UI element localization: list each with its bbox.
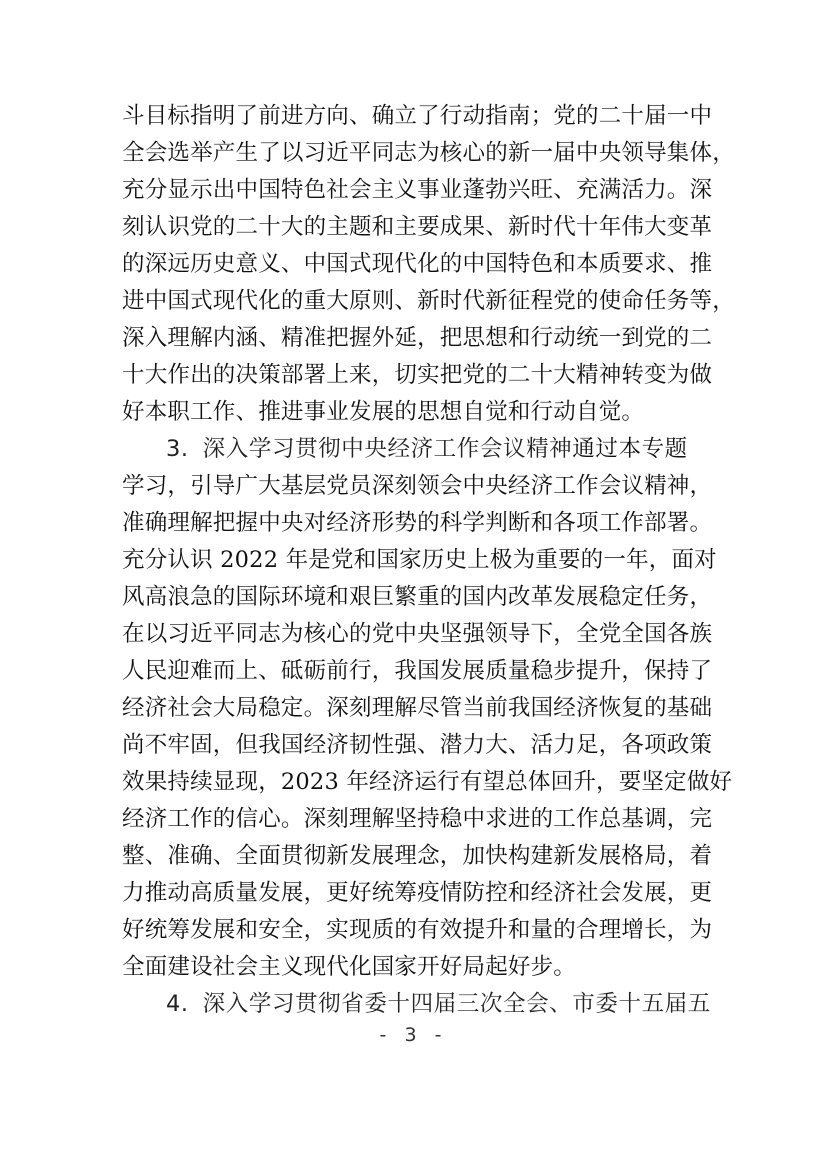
section-number: 3. [166, 436, 189, 462]
body-text-line: 整、准确、全面贯彻新发展理念，加快构建新发展格局，着 [122, 843, 713, 869]
body-text-line: 效果持续显现，2023 年经济运行有望总体回升，要坚定做好 [122, 769, 733, 795]
body-text-line: 刻认识党的二十大的主题和主要成果、新时代十年伟大变革 [122, 214, 713, 240]
body-text-line: 学习，引导广大基层党员深刻领会中央经济工作会议精神， [122, 473, 713, 499]
page-number: - 3 - [379, 1024, 448, 1046]
body-text-line: 充分认识 2022 年是党和国家历史上极为重要的一年，面对 [122, 547, 717, 573]
section-heading-3 [166, 434, 688, 464]
body-text-line: 好统筹发展和安全，实现质的有效提升和量的合理增长，为 [122, 917, 713, 943]
body-text-line: 力推动高质量发展，更好统筹疫情防控和经济社会发展，更 [122, 880, 713, 906]
section-title: 深入学习贯彻省委十四届三次全会、市委十五届五 [202, 991, 711, 1017]
body-text-line: 在以习近平同志为核心的党中央坚强领导下，全党全国各族 [122, 621, 713, 647]
section-title: 深入学习贯彻中央经济工作会议精神 [202, 436, 573, 462]
body-text-line: 充分显示出中国特色社会主义事业蓬勃兴旺、充满活力。深 [122, 177, 713, 203]
section-intro-text: 通过本专题 [572, 436, 688, 462]
body-text-line: 斗目标指明了前进方向、确立了行动指南；党的二十届一中 [122, 103, 713, 129]
body-text-line: 准确理解把握中央对经济形势的科学判断和各项工作部署。 [122, 510, 713, 536]
body-text-line: 进中国式现代化的重大原则、新时代新征程党的使命任务等， [122, 288, 735, 314]
body-text-line: 尚不牢固，但我国经济韧性强、潜力大、活力足，各项政策 [122, 732, 713, 758]
body-text-line: 十大作出的决策部署上来，切实把党的二十大精神转变为做 [122, 362, 713, 388]
body-text-line: 经济工作的信心。深刻理解坚持稳中求进的工作总基调，完 [122, 806, 713, 832]
body-text-line: 风高浪急的国际环境和艰巨繁重的国内改革发展稳定任务， [122, 584, 713, 610]
body-text-line: 好本职工作、推进事业发展的思想自觉和行动自觉。 [122, 399, 645, 425]
body-text-line: 人民迎难而上、砥砺前行，我国发展质量稳步提升，保持了 [122, 658, 713, 684]
section-number: 4. [166, 991, 189, 1017]
body-text-line: 全面建设社会主义现代化国家开好局起好步。 [122, 954, 577, 980]
body-text-line: 的深远历史意义、中国式现代化的中国特色和本质要求、推 [122, 251, 713, 277]
body-text-line: 经济社会大局稳定。深刻理解尽管当前我国经济恢复的基础 [122, 695, 713, 721]
section-heading-4 [166, 989, 711, 1019]
body-text-line: 全会选举产生了以习近平同志为核心的新一届中央领导集体， [122, 140, 735, 166]
body-text-line: 深入理解内涵、精准把握外延，把思想和行动统一到党的二 [122, 325, 713, 351]
